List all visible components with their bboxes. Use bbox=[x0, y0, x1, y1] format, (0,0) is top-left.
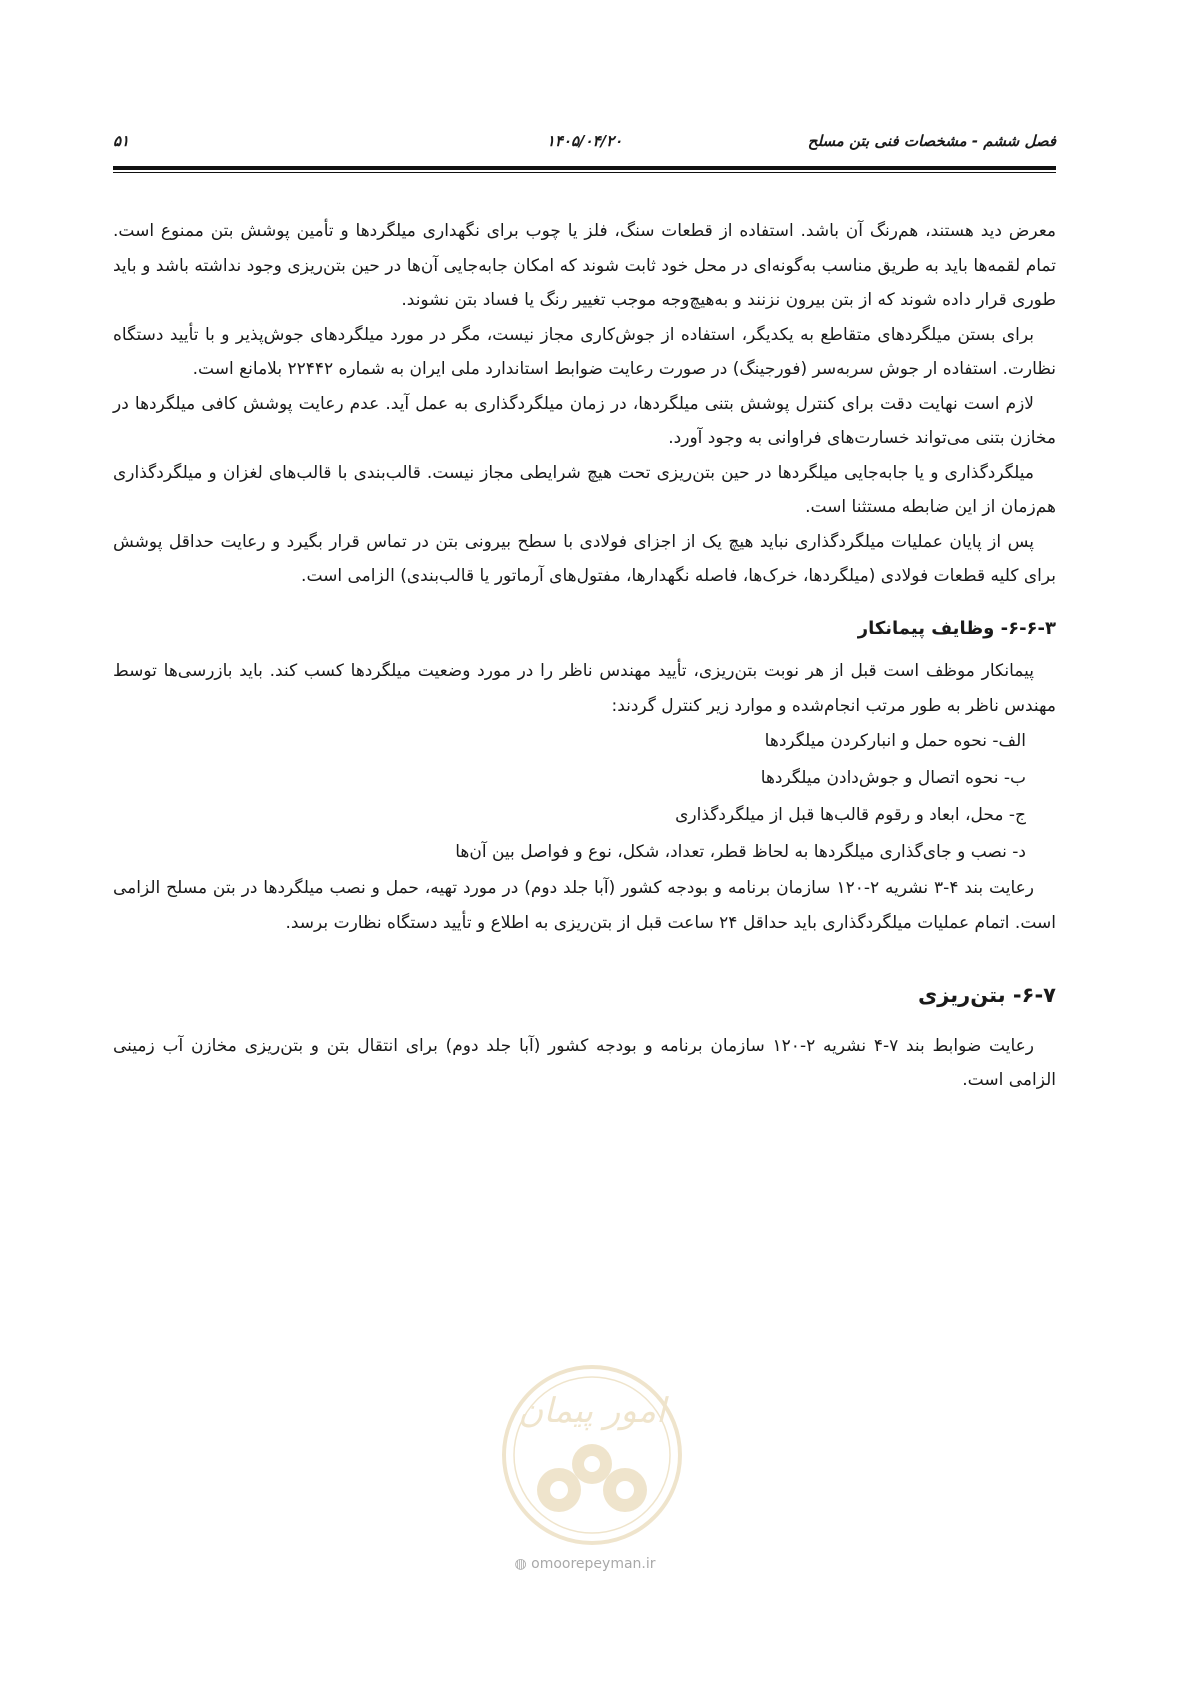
paragraph: رعایت ضوابط بند ۷-۴ نشریه ۲-۱۲۰ سازمان برنامه و بودجه کشور (آبا جلد دوم) برای انتقال بتن و بتن‌ریزی مخازن آب زمینی الزامی است. bbox=[113, 1035, 1056, 1090]
header-date: ۱۴۰۵/۰۴/۲۰ bbox=[546, 132, 623, 150]
paragraph: معرض دید هستند، هم‌رنگ آن باشد. استفاده از قطعات سنگ، فلز یا چوب برای نگهداری میلگردها و تأمین پوشش بتن ممنوع است. تمام لقمه‌ها باید به طریق مناسب به‌گونه‌ای در محل خود ثابت شوند که امکان جابه‌جایی آن‌ها در حین بتن‌ریزی وجود نداشته باشد و باید طوری قرار داده شوند که از بتن بیرون نزنند و به‌هیچ‌وجه موجب تغییر رنگ یا فساد بتن نشوند. bbox=[113, 221, 1056, 310]
watermark-url: omoorepeyman.ir bbox=[531, 1556, 656, 1572]
list-item: ب- نحوه اتصال و جوش‌دادن میلگردها bbox=[760, 768, 1026, 788]
globe-icon: ◍ bbox=[514, 1556, 532, 1572]
header-rule-thick bbox=[113, 166, 1056, 170]
list-item: ج- محل، ابعاد و رقوم قالب‌ها قبل از میلگردگذاری bbox=[675, 805, 1026, 825]
list-item: الف- نحوه حمل و انبارکردن میلگردها bbox=[764, 731, 1026, 751]
section-heading: ۶-۶-۳- وظایف پیمانکار bbox=[857, 617, 1056, 639]
header-rule-thin bbox=[113, 172, 1056, 173]
chapter-title: فصل ششم - مشخصات فنی بتن مسلح bbox=[807, 132, 1056, 150]
paragraph: پس از پایان عملیات میلگردگذاری نباید هیچ یک از اجزای فولادی با سطح بیرونی بتن در تماس قرار بگیرد و رعایت حداقل پوشش برای کلیه قطعات فولادی (میلگردها، خرک‌ها، فاصله نگهدارها، مفتول‌های آرماتور یا قالب‌بندی) الزامی است. bbox=[113, 531, 1056, 586]
page-body bbox=[113, 214, 1056, 1098]
watermark-seal-icon bbox=[497, 1360, 687, 1550]
paragraph: میلگردگذاری و یا جابه‌جایی میلگردها در حین بتن‌ریزی تحت هیچ شرایطی مجاز نیست. قالب‌بندی با قالب‌های لغزان و میلگردگذاری هم‌زمان از این ضابطه مستثنا است. bbox=[113, 462, 1056, 517]
paragraph: پیمانکار موظف است قبل از هر نوبت بتن‌ریزی، تأیید مهندس ناظر را در مورد وضعیت میلگردها کسب کند. باید بازرسی‌ها توسط مهندس ناظر به طور مرتب انجام‌شده و موارد زیر کنترل گردند: bbox=[113, 661, 1056, 716]
paragraph: لازم است نهایت دقت برای کنترل پوشش بتنی میلگردها، در زمان میلگردگذاری به عمل آید. عدم رعایت پوشش کافی میلگردها در مخازن بتنی می‌تواند خسارت‌های فراوانی به وجود آورد. bbox=[113, 393, 1056, 448]
section-heading: ۶-۷- بتن‌ریزی bbox=[917, 983, 1056, 1007]
paragraph: رعایت بند ۴-۳ نشریه ۲-۱۲۰ سازمان برنامه و بودجه کشور (آبا جلد دوم) در مورد تهیه، حمل و نصب میلگردها در بتن مسلح الزامی است. اتمام عملیات میلگردگذاری باید حداقل ۲۴ ساعت قبل از بتن‌ریزی به اطلاع و تأیید دستگاه نظارت برسد. bbox=[113, 878, 1056, 933]
paragraph: برای بستن میلگردهای متقاطع به یکدیگر، استفاده از جوش‌کاری مجاز نیست، مگر در مورد میلگردهای جوش‌پذیر و با تأیید دستگاه نظارت. استفاده ار جوش سربه‌سر (فورجینگ) در صورت رعایت ضوابط استاندارد ملی ایران به شماره ۲۲۴۴۲ بلامانع است. bbox=[113, 324, 1056, 379]
page-number: ۵۱ bbox=[113, 132, 130, 150]
list-item: د- نصب و جای‌گذاری میلگردها به لحاظ قطر، تعداد، شکل، نوع و فواصل بین آن‌ها bbox=[455, 842, 1026, 862]
watermark-site bbox=[480, 1556, 690, 1572]
page-header bbox=[113, 132, 1056, 160]
checklist bbox=[113, 723, 1056, 871]
watermark-seal-text: امور پیمان bbox=[518, 1391, 666, 1431]
